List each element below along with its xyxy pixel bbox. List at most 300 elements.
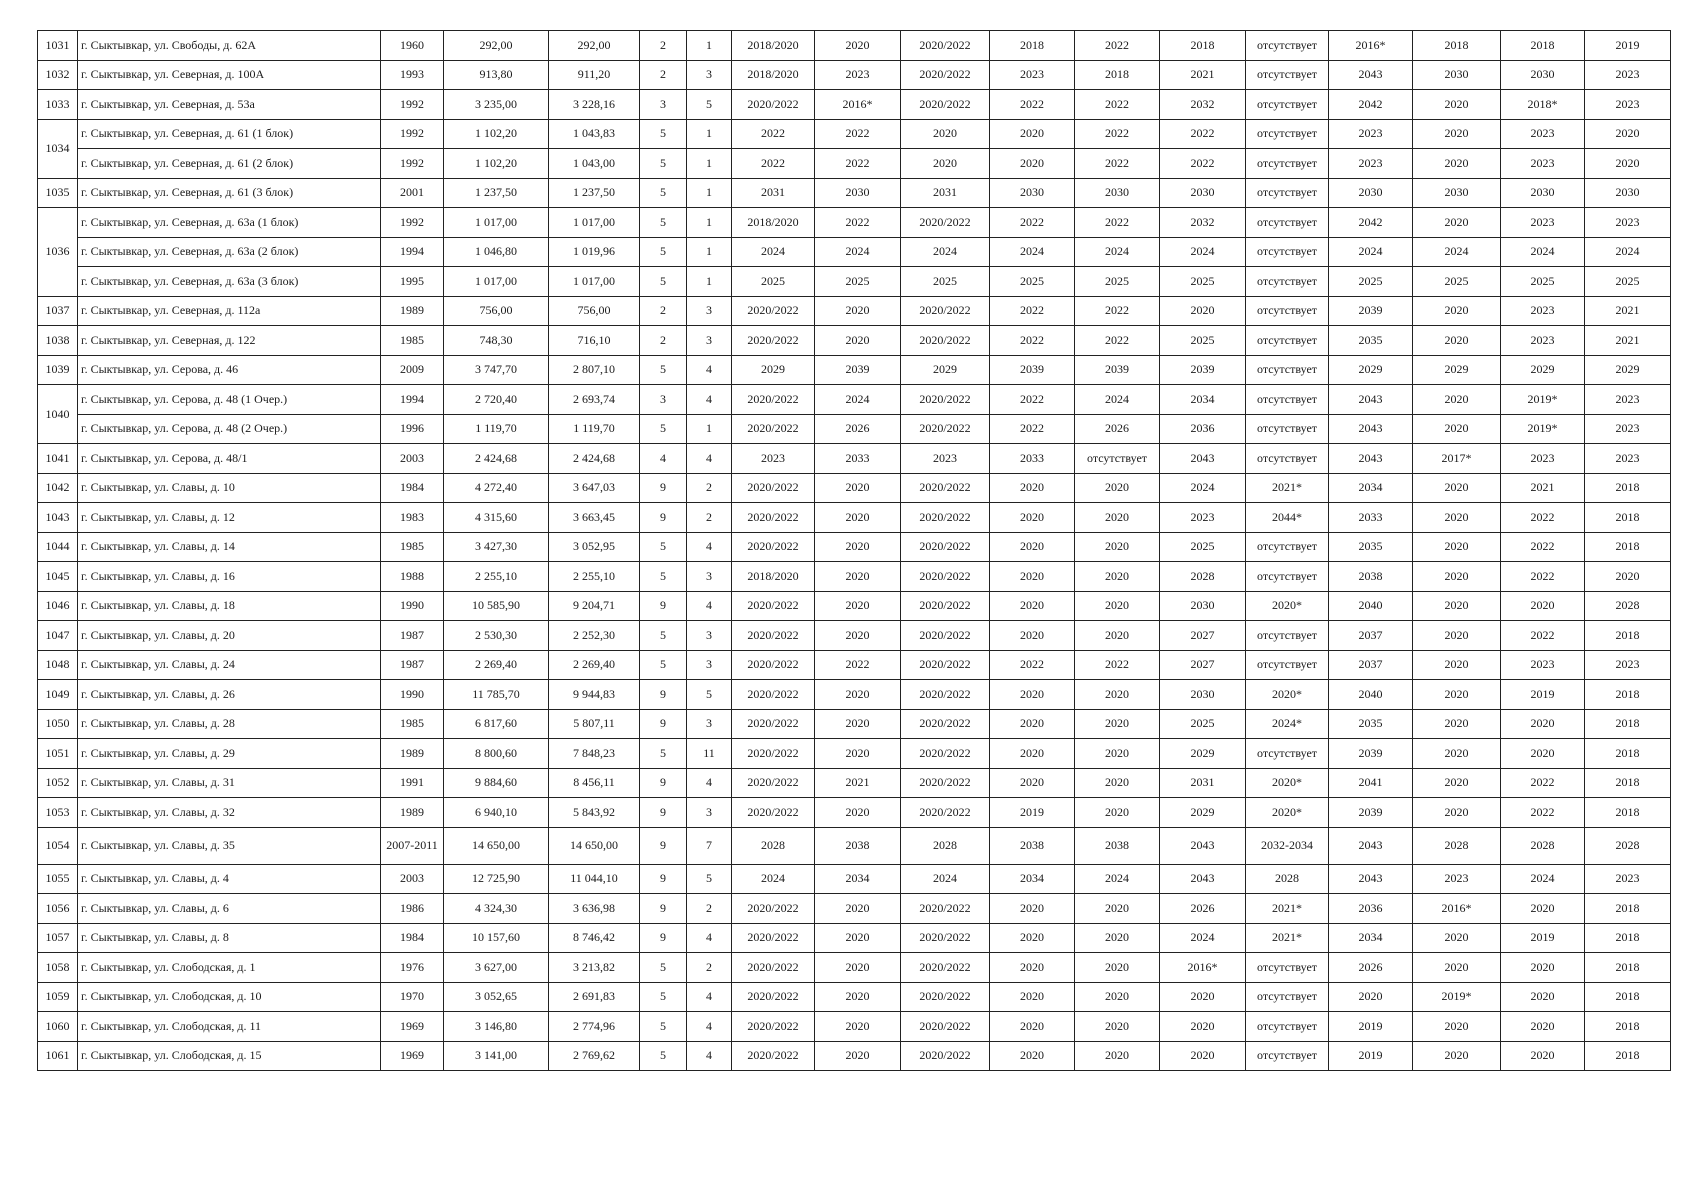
row-number-cell: 1051 (38, 739, 78, 769)
term-2-cell: 2038 (815, 827, 901, 864)
term-9-cell: 2019* (1413, 982, 1501, 1012)
term-6-cell: 2025 (1160, 267, 1246, 297)
build-year-cell: 2009 (381, 355, 444, 385)
term-7-cell: отсутствует (1246, 237, 1329, 267)
term-3-cell: 2023 (901, 444, 990, 474)
term-6-cell: 2025 (1160, 532, 1246, 562)
term-6-cell: 2020 (1160, 982, 1246, 1012)
term-2-cell: 2033 (815, 444, 901, 474)
term-4-cell: 2020 (990, 503, 1075, 533)
term-2-cell: 2020 (815, 894, 901, 924)
term-4-cell: 2020 (990, 1012, 1075, 1042)
term-8-cell: 2016* (1329, 31, 1413, 61)
term-1-cell: 2029 (732, 355, 815, 385)
build-year-cell: 1970 (381, 982, 444, 1012)
term-10-cell: 2024 (1501, 237, 1585, 267)
entrances-cell: 4 (687, 923, 732, 953)
term-5-cell: 2020 (1075, 562, 1160, 592)
term-8-cell: 2035 (1329, 532, 1413, 562)
term-4-cell: 2020 (990, 119, 1075, 149)
term-9-cell: 2020 (1413, 798, 1501, 828)
floors-cell: 9 (640, 923, 687, 953)
living-area-cell: 8 456,11 (549, 768, 640, 798)
term-6-cell: 2025 (1160, 326, 1246, 356)
address-cell: г. Сыктывкар, ул. Северная, д. 61 (1 блок) (78, 119, 381, 149)
term-6-cell: 2030 (1160, 178, 1246, 208)
term-7-cell: 2020* (1246, 680, 1329, 710)
term-9-cell: 2020 (1413, 768, 1501, 798)
living-area-cell: 292,00 (549, 31, 640, 61)
term-5-cell: 2020 (1075, 591, 1160, 621)
term-2-cell: 2020 (815, 739, 901, 769)
term-10-cell: 2020 (1501, 739, 1585, 769)
term-11-cell: 2018 (1585, 953, 1671, 983)
table-row (38, 178, 1671, 208)
floors-cell: 9 (640, 864, 687, 894)
entrances-cell: 1 (687, 31, 732, 61)
living-area-cell: 2 424,68 (549, 444, 640, 474)
term-1-cell: 2024 (732, 237, 815, 267)
term-5-cell: 2020 (1075, 768, 1160, 798)
term-11-cell: 2020 (1585, 149, 1671, 179)
term-4-cell: 2018 (990, 31, 1075, 61)
living-area-cell: 2 774,96 (549, 1012, 640, 1042)
term-1-cell: 2018/2020 (732, 208, 815, 238)
address-cell: г. Сыктывкар, ул. Северная, д. 112а (78, 296, 381, 326)
term-5-cell: 2022 (1075, 650, 1160, 680)
floors-cell: 2 (640, 326, 687, 356)
table-row (38, 591, 1671, 621)
term-4-cell: 2019 (990, 798, 1075, 828)
term-6-cell: 2016* (1160, 953, 1246, 983)
total-area-cell: 3 747,70 (444, 355, 549, 385)
term-10-cell: 2019 (1501, 923, 1585, 953)
total-area-cell: 9 884,60 (444, 768, 549, 798)
build-year-cell: 1990 (381, 591, 444, 621)
term-10-cell: 2020 (1501, 1012, 1585, 1042)
floors-cell: 9 (640, 680, 687, 710)
total-area-cell: 12 725,90 (444, 864, 549, 894)
living-area-cell: 2 807,10 (549, 355, 640, 385)
term-10-cell: 2025 (1501, 267, 1585, 297)
term-6-cell: 2023 (1160, 503, 1246, 533)
term-6-cell: 2020 (1160, 1041, 1246, 1071)
term-11-cell: 2018 (1585, 768, 1671, 798)
address-cell: г. Сыктывкар, ул. Славы, д. 4 (78, 864, 381, 894)
term-3-cell: 2020 (901, 119, 990, 149)
term-3-cell: 2020/2022 (901, 326, 990, 356)
row-number-cell: 1059 (38, 982, 78, 1012)
entrances-cell: 3 (687, 326, 732, 356)
term-3-cell: 2020/2022 (901, 503, 990, 533)
entrances-cell: 5 (687, 864, 732, 894)
build-year-cell: 1989 (381, 739, 444, 769)
term-9-cell: 2020 (1413, 149, 1501, 179)
row-number-cell: 1061 (38, 1041, 78, 1071)
term-7-cell: 2020* (1246, 591, 1329, 621)
entrances-cell: 2 (687, 953, 732, 983)
term-2-cell: 2020 (815, 31, 901, 61)
term-4-cell: 2039 (990, 355, 1075, 385)
term-6-cell: 2020 (1160, 296, 1246, 326)
term-6-cell: 2032 (1160, 90, 1246, 120)
term-1-cell: 2020/2022 (732, 326, 815, 356)
term-11-cell: 2018 (1585, 709, 1671, 739)
term-8-cell: 2020 (1329, 982, 1413, 1012)
term-10-cell: 2030 (1501, 178, 1585, 208)
address-cell: г. Сыктывкар, ул. Славы, д. 12 (78, 503, 381, 533)
address-cell: г. Сыктывкар, ул. Слободская, д. 1 (78, 953, 381, 983)
term-10-cell: 2022 (1501, 532, 1585, 562)
term-10-cell: 2022 (1501, 798, 1585, 828)
term-4-cell: 2020 (990, 473, 1075, 503)
build-year-cell: 1960 (381, 31, 444, 61)
term-7-cell: отсутствует (1246, 1041, 1329, 1071)
term-8-cell: 2038 (1329, 562, 1413, 592)
entrances-cell: 4 (687, 768, 732, 798)
term-10-cell: 2022 (1501, 503, 1585, 533)
term-9-cell: 2020 (1413, 90, 1501, 120)
term-7-cell: 2021* (1246, 473, 1329, 503)
term-4-cell: 2023 (990, 60, 1075, 90)
entrances-cell: 3 (687, 650, 732, 680)
term-8-cell: 2026 (1329, 953, 1413, 983)
term-3-cell: 2028 (901, 827, 990, 864)
term-8-cell: 2043 (1329, 414, 1413, 444)
build-year-cell: 1990 (381, 680, 444, 710)
term-3-cell: 2031 (901, 178, 990, 208)
table-row (38, 562, 1671, 592)
row-number-cell: 1038 (38, 326, 78, 356)
address-cell: г. Сыктывкар, ул. Славы, д. 8 (78, 923, 381, 953)
floors-cell: 5 (640, 208, 687, 238)
term-4-cell: 2020 (990, 894, 1075, 924)
term-2-cell: 2034 (815, 864, 901, 894)
term-11-cell: 2028 (1585, 591, 1671, 621)
term-5-cell: 2020 (1075, 894, 1160, 924)
living-area-cell: 2 769,62 (549, 1041, 640, 1071)
table-row (38, 768, 1671, 798)
term-6-cell: 2024 (1160, 237, 1246, 267)
row-number-cell: 1032 (38, 60, 78, 90)
term-11-cell: 2020 (1585, 119, 1671, 149)
floors-cell: 9 (640, 894, 687, 924)
entrances-cell: 4 (687, 355, 732, 385)
term-10-cell: 2020 (1501, 894, 1585, 924)
term-10-cell: 2020 (1501, 953, 1585, 983)
term-9-cell: 2020 (1413, 119, 1501, 149)
term-7-cell: отсутствует (1246, 326, 1329, 356)
table-row (38, 1041, 1671, 1071)
address-cell: г. Сыктывкар, ул. Северная, д. 53а (78, 90, 381, 120)
address-cell: г. Сыктывкар, ул. Северная, д. 100А (78, 60, 381, 90)
address-cell: г. Сыктывкар, ул. Слободская, д. 10 (78, 982, 381, 1012)
term-5-cell: 2020 (1075, 953, 1160, 983)
address-cell: г. Сыктывкар, ул. Слободская, д. 15 (78, 1041, 381, 1071)
floors-cell: 5 (640, 149, 687, 179)
total-area-cell: 3 427,30 (444, 532, 549, 562)
term-4-cell: 2022 (990, 326, 1075, 356)
term-2-cell: 2020 (815, 982, 901, 1012)
entrances-cell: 4 (687, 385, 732, 415)
term-6-cell: 2022 (1160, 119, 1246, 149)
term-6-cell: 2030 (1160, 680, 1246, 710)
term-1-cell: 2020/2022 (732, 798, 815, 828)
term-1-cell: 2020/2022 (732, 591, 815, 621)
table-row (38, 267, 1671, 297)
term-7-cell: отсутствует (1246, 739, 1329, 769)
term-4-cell: 2020 (990, 621, 1075, 651)
term-1-cell: 2020/2022 (732, 296, 815, 326)
build-year-cell: 1991 (381, 768, 444, 798)
floors-cell: 3 (640, 385, 687, 415)
floors-cell: 5 (640, 562, 687, 592)
address-cell: г. Сыктывкар, ул. Славы, д. 16 (78, 562, 381, 592)
term-4-cell: 2020 (990, 739, 1075, 769)
term-3-cell: 2020/2022 (901, 923, 990, 953)
term-1-cell: 2020/2022 (732, 709, 815, 739)
term-7-cell: 2021* (1246, 923, 1329, 953)
term-4-cell: 2020 (990, 149, 1075, 179)
floors-cell: 5 (640, 650, 687, 680)
table-row (38, 650, 1671, 680)
term-5-cell: 2022 (1075, 149, 1160, 179)
term-4-cell: 2020 (990, 1041, 1075, 1071)
term-2-cell: 2022 (815, 650, 901, 680)
total-area-cell: 4 272,40 (444, 473, 549, 503)
term-4-cell: 2020 (990, 923, 1075, 953)
living-area-cell: 2 269,40 (549, 650, 640, 680)
entrances-cell: 3 (687, 709, 732, 739)
build-year-cell: 2007-2011 (381, 827, 444, 864)
entrances-cell: 1 (687, 414, 732, 444)
floors-cell: 5 (640, 739, 687, 769)
term-9-cell: 2020 (1413, 326, 1501, 356)
term-7-cell: 2020* (1246, 768, 1329, 798)
row-number-cell: 1056 (38, 894, 78, 924)
term-2-cell: 2030 (815, 178, 901, 208)
term-6-cell: 2029 (1160, 798, 1246, 828)
term-3-cell: 2020/2022 (901, 385, 990, 415)
floors-cell: 5 (640, 1012, 687, 1042)
term-3-cell: 2020/2022 (901, 953, 990, 983)
term-2-cell: 2020 (815, 591, 901, 621)
total-area-cell: 913,80 (444, 60, 549, 90)
term-3-cell: 2024 (901, 864, 990, 894)
build-year-cell: 1986 (381, 894, 444, 924)
entrances-cell: 1 (687, 149, 732, 179)
term-8-cell: 2024 (1329, 237, 1413, 267)
floors-cell: 5 (640, 532, 687, 562)
term-6-cell: 2043 (1160, 827, 1246, 864)
term-7-cell: отсутствует (1246, 562, 1329, 592)
row-number-cell: 1046 (38, 591, 78, 621)
term-1-cell: 2020/2022 (732, 1012, 815, 1042)
entrances-cell: 5 (687, 680, 732, 710)
floors-cell: 4 (640, 444, 687, 474)
term-7-cell: отсутствует (1246, 1012, 1329, 1042)
term-10-cell: 2023 (1501, 119, 1585, 149)
term-11-cell: 2023 (1585, 208, 1671, 238)
term-7-cell: отсутствует (1246, 532, 1329, 562)
entrances-cell: 1 (687, 208, 732, 238)
entrances-cell: 4 (687, 982, 732, 1012)
floors-cell: 2 (640, 31, 687, 61)
term-6-cell: 2032 (1160, 208, 1246, 238)
term-9-cell: 2020 (1413, 591, 1501, 621)
address-cell: г. Сыктывкар, ул. Северная, д. 63а (2 блок) (78, 237, 381, 267)
term-1-cell: 2020/2022 (732, 739, 815, 769)
term-5-cell: 2024 (1075, 237, 1160, 267)
total-area-cell: 2 720,40 (444, 385, 549, 415)
living-area-cell: 3 663,45 (549, 503, 640, 533)
term-2-cell: 2024 (815, 237, 901, 267)
term-10-cell: 2020 (1501, 709, 1585, 739)
term-2-cell: 2020 (815, 1041, 901, 1071)
term-9-cell: 2020 (1413, 208, 1501, 238)
build-year-cell: 2003 (381, 444, 444, 474)
floors-cell: 9 (640, 709, 687, 739)
build-year-cell: 1987 (381, 650, 444, 680)
term-9-cell: 2030 (1413, 60, 1501, 90)
entrances-cell: 3 (687, 296, 732, 326)
term-8-cell: 2043 (1329, 385, 1413, 415)
table-row (38, 444, 1671, 474)
row-number-cell: 1043 (38, 503, 78, 533)
term-7-cell: 2021* (1246, 894, 1329, 924)
living-area-cell: 5 843,92 (549, 798, 640, 828)
floors-cell: 5 (640, 119, 687, 149)
term-10-cell: 2021 (1501, 473, 1585, 503)
term-4-cell: 2025 (990, 267, 1075, 297)
floors-cell: 9 (640, 591, 687, 621)
total-area-cell: 4 324,30 (444, 894, 549, 924)
floors-cell: 9 (640, 503, 687, 533)
term-11-cell: 2021 (1585, 296, 1671, 326)
term-2-cell: 2020 (815, 562, 901, 592)
term-10-cell: 2023 (1501, 149, 1585, 179)
term-10-cell: 2023 (1501, 650, 1585, 680)
term-4-cell: 2022 (990, 208, 1075, 238)
term-6-cell: 2026 (1160, 894, 1246, 924)
term-9-cell: 2020 (1413, 680, 1501, 710)
total-area-cell: 1 237,50 (444, 178, 549, 208)
term-8-cell: 2040 (1329, 680, 1413, 710)
term-5-cell: 2020 (1075, 473, 1160, 503)
term-4-cell: 2022 (990, 650, 1075, 680)
floors-cell: 9 (640, 798, 687, 828)
term-9-cell: 2020 (1413, 562, 1501, 592)
build-year-cell: 1994 (381, 237, 444, 267)
term-4-cell: 2038 (990, 827, 1075, 864)
term-9-cell: 2024 (1413, 237, 1501, 267)
build-year-cell: 1983 (381, 503, 444, 533)
term-6-cell: 2018 (1160, 31, 1246, 61)
total-area-cell: 1 017,00 (444, 208, 549, 238)
term-6-cell: 2039 (1160, 355, 1246, 385)
term-4-cell: 2020 (990, 709, 1075, 739)
term-6-cell: 2029 (1160, 739, 1246, 769)
build-year-cell: 1994 (381, 385, 444, 415)
entrances-cell: 4 (687, 1012, 732, 1042)
term-3-cell: 2020/2022 (901, 680, 990, 710)
address-cell: г. Сыктывкар, ул. Славы, д. 32 (78, 798, 381, 828)
floors-cell: 5 (640, 982, 687, 1012)
term-7-cell: 2028 (1246, 864, 1329, 894)
term-1-cell: 2018/2020 (732, 31, 815, 61)
row-number-cell: 1060 (38, 1012, 78, 1042)
term-11-cell: 2021 (1585, 326, 1671, 356)
term-7-cell: отсутствует (1246, 982, 1329, 1012)
address-cell: г. Сыктывкар, ул. Славы, д. 28 (78, 709, 381, 739)
term-3-cell: 2020/2022 (901, 1012, 990, 1042)
floors-cell: 9 (640, 827, 687, 864)
term-7-cell: отсутствует (1246, 119, 1329, 149)
term-11-cell: 2018 (1585, 621, 1671, 651)
term-2-cell: 2020 (815, 473, 901, 503)
term-7-cell: отсутствует (1246, 149, 1329, 179)
address-cell: г. Сыктывкар, ул. Славы, д. 18 (78, 591, 381, 621)
term-11-cell: 2030 (1585, 178, 1671, 208)
term-2-cell: 2020 (815, 923, 901, 953)
term-6-cell: 2022 (1160, 149, 1246, 179)
term-11-cell: 2023 (1585, 90, 1671, 120)
entrances-cell: 11 (687, 739, 732, 769)
term-11-cell: 2018 (1585, 982, 1671, 1012)
living-area-cell: 9 204,71 (549, 591, 640, 621)
build-year-cell: 1969 (381, 1041, 444, 1071)
term-8-cell: 2019 (1329, 1041, 1413, 1071)
term-11-cell: 2025 (1585, 267, 1671, 297)
living-area-cell: 14 650,00 (549, 827, 640, 864)
term-5-cell: 2020 (1075, 503, 1160, 533)
build-year-cell: 1985 (381, 326, 444, 356)
living-area-cell: 3 052,95 (549, 532, 640, 562)
term-3-cell: 2020/2022 (901, 621, 990, 651)
term-3-cell: 2020/2022 (901, 650, 990, 680)
term-11-cell: 2018 (1585, 680, 1671, 710)
term-11-cell: 2023 (1585, 60, 1671, 90)
term-5-cell: отсутствует (1075, 444, 1160, 474)
table-row (38, 1012, 1671, 1042)
address-cell: г. Сыктывкар, ул. Славы, д. 24 (78, 650, 381, 680)
living-area-cell: 2 252,30 (549, 621, 640, 651)
term-8-cell: 2023 (1329, 119, 1413, 149)
living-area-cell: 1 017,00 (549, 267, 640, 297)
term-9-cell: 2020 (1413, 1012, 1501, 1042)
term-7-cell: 2020* (1246, 798, 1329, 828)
term-1-cell: 2020/2022 (732, 768, 815, 798)
term-11-cell: 2018 (1585, 1041, 1671, 1071)
term-5-cell: 2020 (1075, 1012, 1160, 1042)
table-row (38, 532, 1671, 562)
living-area-cell: 1 017,00 (549, 208, 640, 238)
term-11-cell: 2018 (1585, 798, 1671, 828)
term-1-cell: 2020/2022 (732, 650, 815, 680)
term-2-cell: 2022 (815, 208, 901, 238)
term-1-cell: 2020/2022 (732, 503, 815, 533)
build-year-cell: 1993 (381, 60, 444, 90)
term-6-cell: 2024 (1160, 473, 1246, 503)
row-number-cell: 1048 (38, 650, 78, 680)
term-8-cell: 2035 (1329, 326, 1413, 356)
term-8-cell: 2036 (1329, 894, 1413, 924)
term-10-cell: 2024 (1501, 864, 1585, 894)
term-7-cell: отсутствует (1246, 621, 1329, 651)
floors-cell: 2 (640, 296, 687, 326)
term-8-cell: 2043 (1329, 864, 1413, 894)
living-area-cell: 7 848,23 (549, 739, 640, 769)
